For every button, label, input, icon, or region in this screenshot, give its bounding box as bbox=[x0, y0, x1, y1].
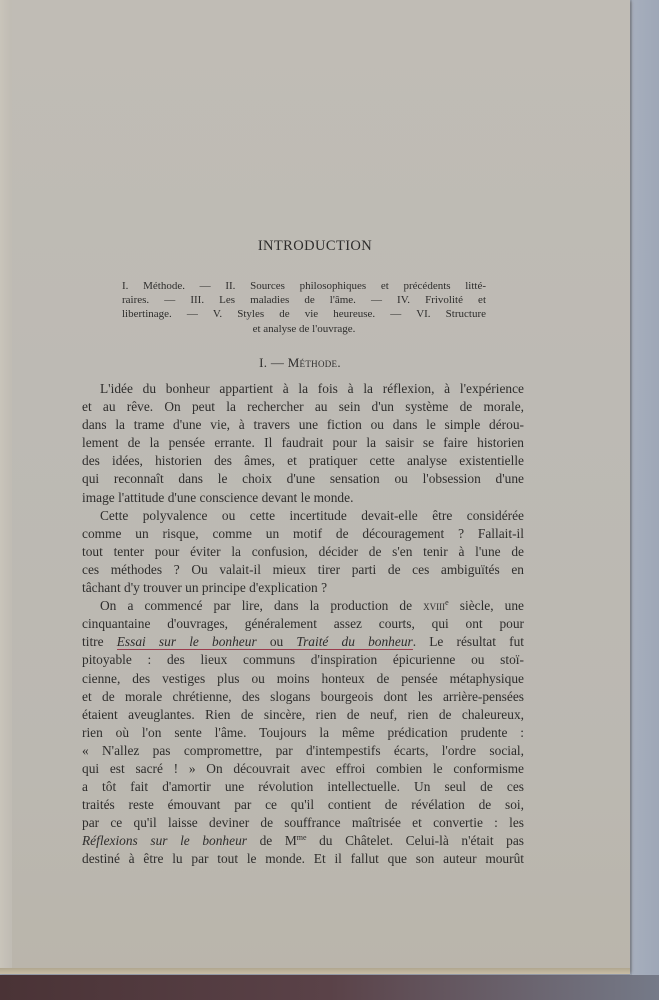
body-line: dans la trame d'une vie, à travers une fiction ou dans le simple dérou- bbox=[82, 417, 524, 433]
text-fragment: ou bbox=[256, 634, 297, 650]
superscript: e bbox=[445, 598, 449, 608]
body-line: ces méthodes ? Ou valait-il mieux tirer parti de ces ambiguïtés en bbox=[82, 561, 524, 577]
body-line: comme un risque, comme un motif de découragement ? Fallait-il bbox=[82, 525, 524, 541]
backdrop-bottom bbox=[0, 975, 659, 1000]
body-line: lement de la pensée errante. Il faudrait pour la saisir se faire historien bbox=[82, 435, 524, 451]
page-bottom-edge bbox=[0, 968, 630, 974]
text-fragment: siècle, une bbox=[448, 598, 524, 614]
body-line: par ce qu'il laisse deviner de souffrance maîtrisée et convertie : les bbox=[82, 815, 524, 831]
section-heading bbox=[0, 355, 600, 371]
text-fragment: de M bbox=[246, 833, 297, 849]
body-line: et au rêve. On peut la rechercher au sein d'un système de morale, bbox=[82, 399, 524, 415]
body-line: et de morale chrétienne, des slogans bourgeois dont les arrière-pensées bbox=[82, 688, 524, 704]
text-fragment: . Le résultat fut bbox=[412, 634, 524, 650]
section-number: I. — bbox=[259, 355, 285, 370]
body-line: tâchant d'y trouver un principe d'explication ? bbox=[82, 580, 328, 596]
body-line: « N'allez pas compromettre, par d'intempestifs écarts, l'ordre social, bbox=[82, 742, 524, 758]
body-line: cienne, des vestiges plus ou moins honteux de pensée métaphysique bbox=[82, 670, 524, 686]
backdrop-right bbox=[632, 0, 659, 1000]
body-line: image l'attitude d'une conscience devant le monde. bbox=[82, 489, 354, 505]
body-line: L'idée du bonheur appartient à la fois à la réflexion, à l'expérience bbox=[100, 381, 524, 396]
body-line bbox=[82, 832, 524, 850]
summary-line: et analyse de l'ouvrage. bbox=[252, 322, 356, 335]
text-fragment: du Châtelet. Celui-là n'était pas bbox=[306, 833, 524, 849]
body-text bbox=[82, 380, 524, 869]
body-line: des idées, historien des âmes, et pratiquer cette analyse existentielle bbox=[82, 453, 524, 469]
summary-line: raires. — III. Les maladies de l'âme. — IV. Frivolité et bbox=[122, 294, 486, 307]
text-fragment: On a commencé par lire, dans la production de bbox=[100, 598, 424, 614]
section-name: Méthode. bbox=[287, 355, 341, 370]
body-line bbox=[82, 597, 524, 615]
book-title-traite: Traité du bonheur bbox=[296, 634, 413, 650]
body-line bbox=[82, 633, 524, 651]
body-line: rien où l'on sente l'âme. Toujours la même prédication prudente : bbox=[82, 724, 524, 740]
body-line: Cette polyvalence ou cette incertitude devait-elle être considérée bbox=[100, 507, 524, 523]
summary-line: libertinage. — V. Styles de vie heureuse. — VI. Structure bbox=[122, 308, 486, 321]
page-gutter bbox=[0, 0, 12, 972]
book-title-reflexions: Réflexions sur le bonheur bbox=[82, 833, 247, 849]
body-line: traités reste émouvant par ce qu'il contient de révélation de soi, bbox=[82, 797, 524, 813]
body-line: pitoyable : des lieux communs d'inspiration épicurienne ou stoï- bbox=[82, 652, 524, 668]
body-line: a tôt fait d'amortir une révolution intellectuelle. Un seul de ces bbox=[82, 779, 524, 795]
body-line: qui est sacré ! » On découvrait avec effroi combien le conformisme bbox=[82, 760, 524, 776]
body-line: qui reconnaît dans le choix d'une sensation ou l'obsession d'une bbox=[82, 471, 524, 487]
superscript: me bbox=[296, 833, 307, 843]
body-line: cinquantaine d'ouvrages, généralement assez courts, qui ont pour bbox=[82, 616, 524, 632]
summary-line: I. Méthode. — II. Sources philosophiques et précédents litté- bbox=[122, 280, 486, 292]
century-numeral: xviii bbox=[423, 598, 446, 614]
body-line: tout tenter pour éviter la confusion, décider de s'en tenir à l'une de bbox=[82, 543, 524, 559]
book-title-essai: Essai sur le bonheur bbox=[116, 634, 257, 650]
chapter-summary bbox=[122, 279, 486, 336]
handwritten-underline bbox=[117, 634, 413, 650]
chapter-heading: INTRODUCTION bbox=[257, 238, 373, 254]
body-line: destiné à être lu par tout le monde. Et il fallut que son auteur mourût bbox=[82, 851, 524, 867]
text-fragment: titre bbox=[82, 634, 117, 650]
body-line: étaient aveuglantes. Rien de sincère, rien de neuf, rien de chaleureux, bbox=[82, 706, 524, 722]
